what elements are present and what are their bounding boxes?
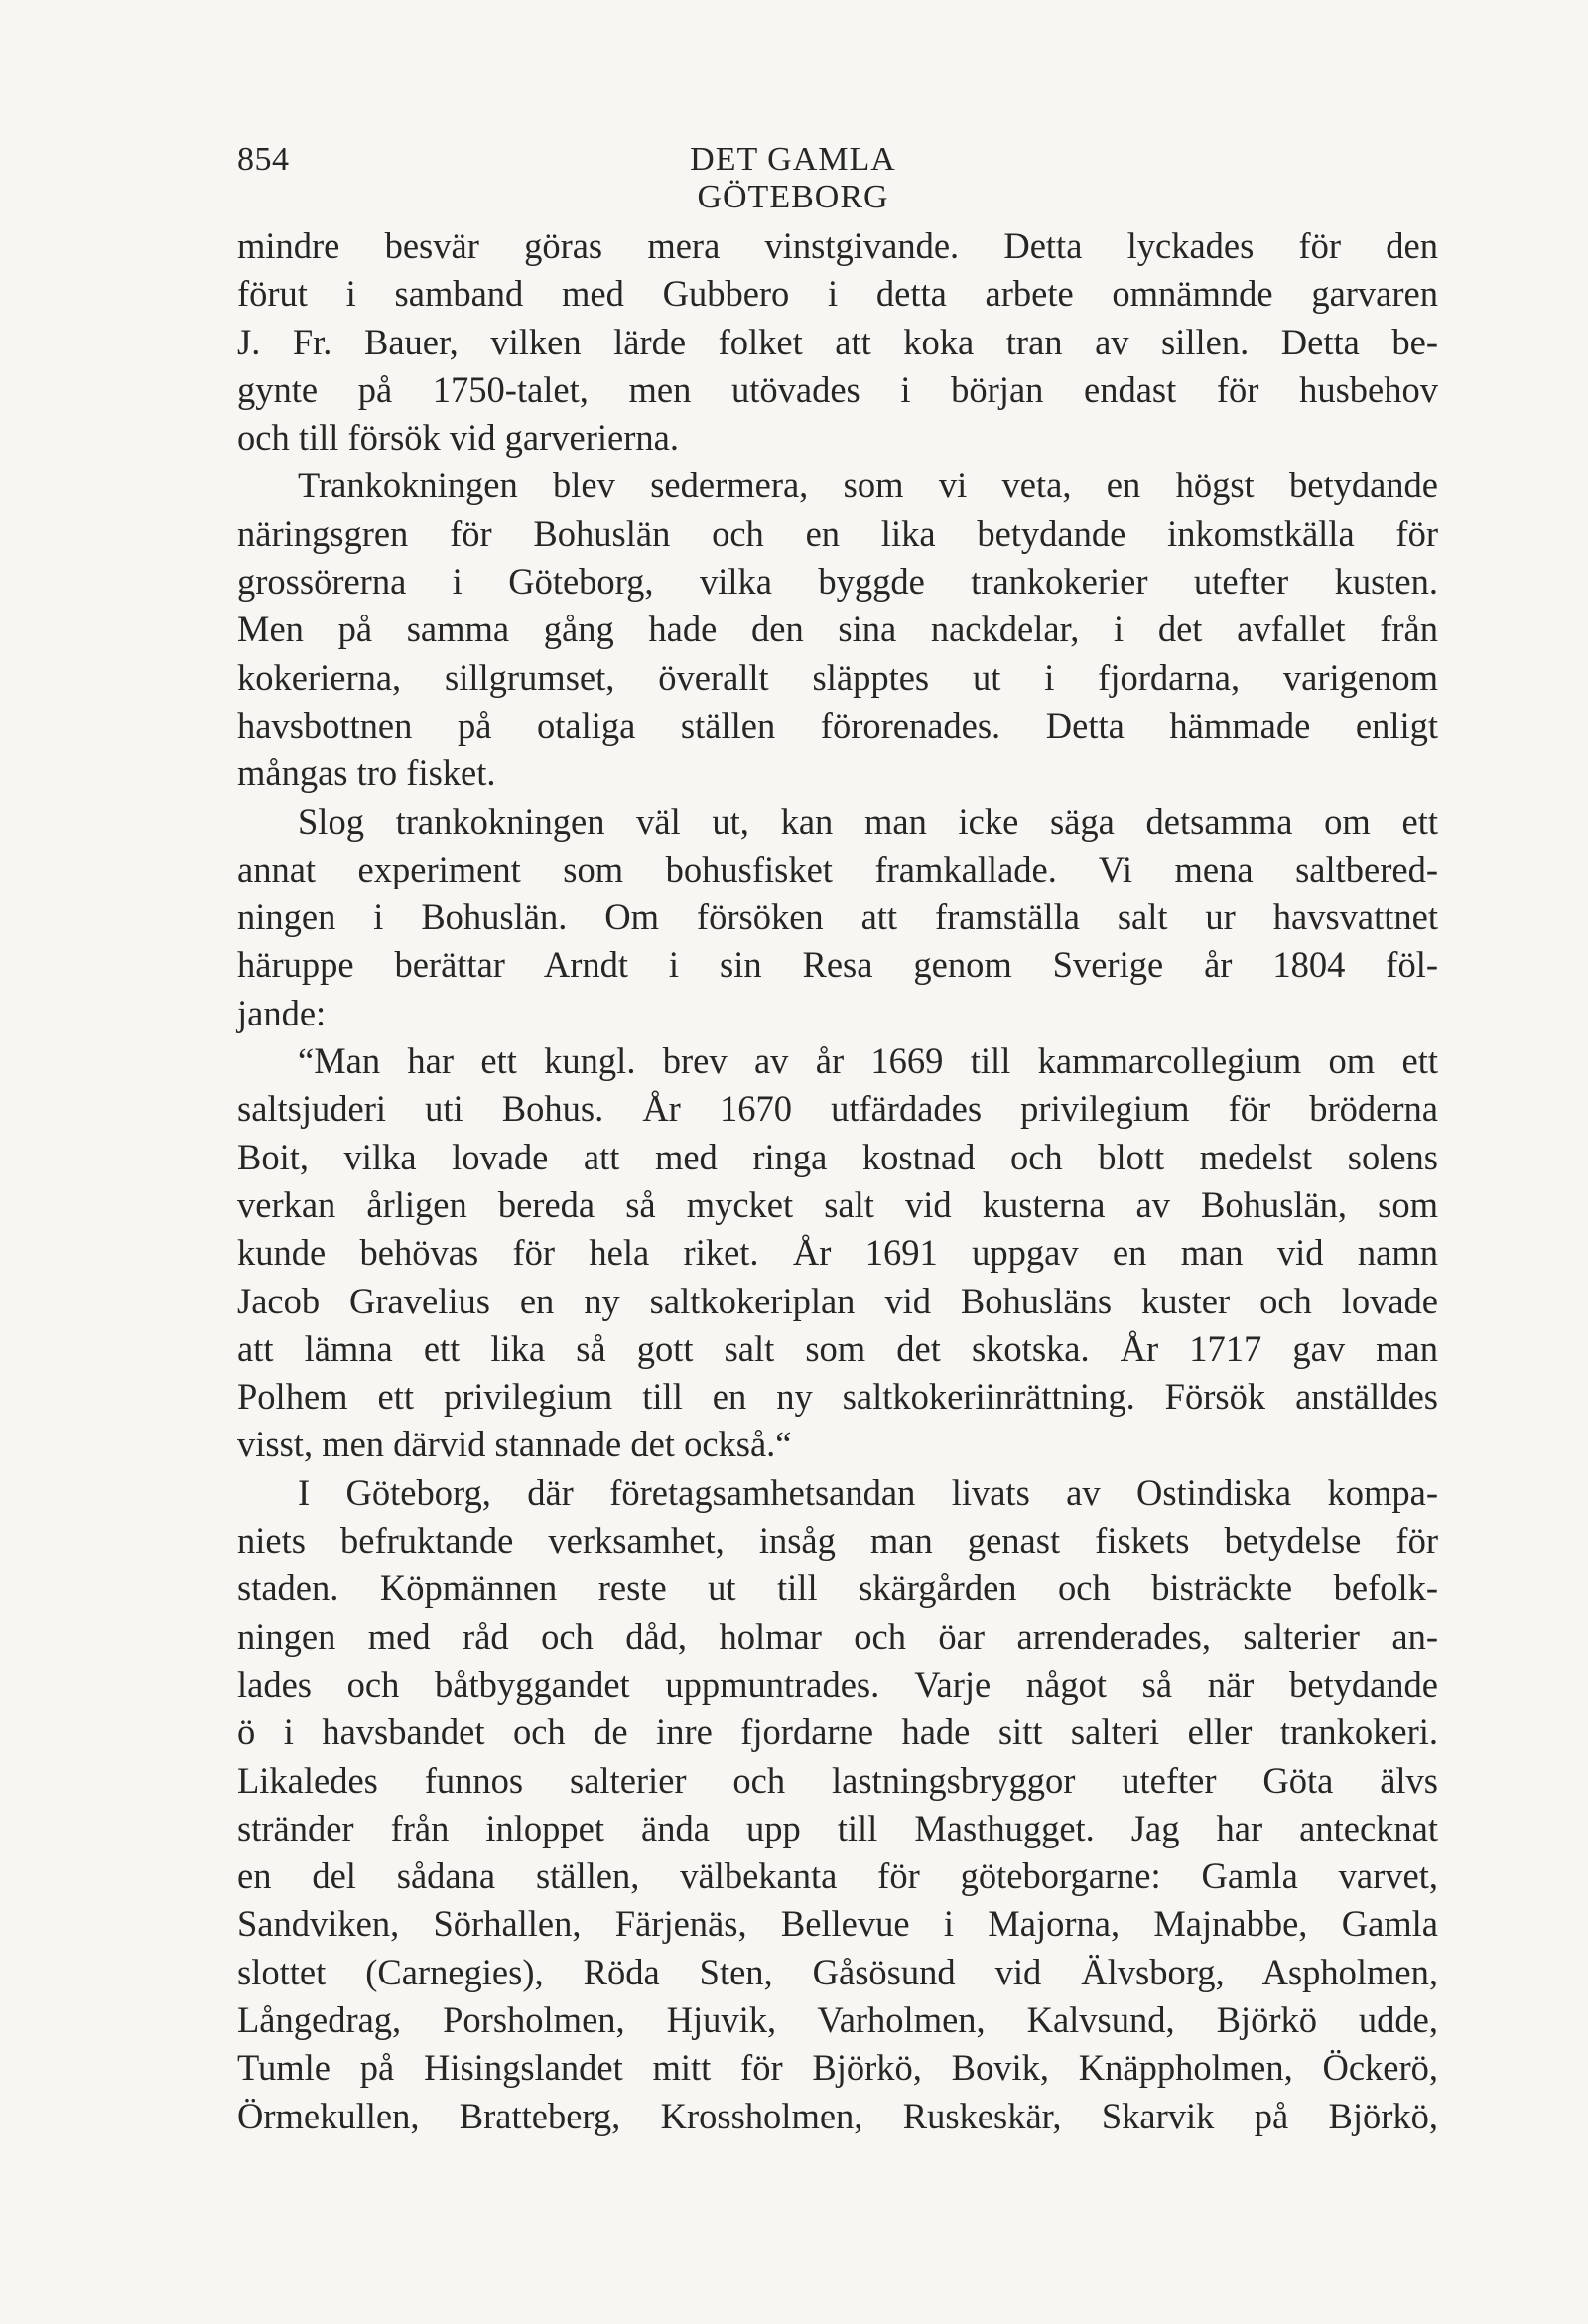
- text-line: saltsjuderi uti Bohus. År 1670 utfärdades privilegium för bröderna: [237, 1088, 1438, 1130]
- text-line: verkan årligen bereda så mycket salt vid kusterna av Bohuslän, som: [237, 1183, 1438, 1225]
- text-line: Sandviken, Sörhallen, Färjenäs, Bellevue i Majorna, Majnabbe, Gamla: [237, 1903, 1438, 1945]
- text-line: mångas tro fisket.: [237, 752, 496, 794]
- body-text: [237, 222, 1438, 2140]
- text-line: gynte på 1750-talet, men utövades i början endast för husbehov: [237, 368, 1438, 410]
- text-line: Slog trankokningen väl ut, kan man icke säga detsamma om ett: [298, 800, 1438, 842]
- text-line: staden. Köpmännen reste ut till skärgården och bisträckte befolk-: [237, 1568, 1438, 1609]
- text-line: ö i havsbandet och de inre fjordarne hade sitt salteri eller trankokeri.: [237, 1711, 1438, 1753]
- text-line: havsbottnen på otaliga ställen förorenades. Detta hämmade enligt: [237, 704, 1438, 746]
- text-line: “Man har ett kungl. brev av år 1669 till kammarcollegium om ett: [298, 1040, 1438, 1082]
- text-line: lades och båtbyggandet uppmuntrades. Varje något så när betydande: [237, 1663, 1438, 1705]
- text-line: mindre besvär göras mera vinstgivande. Detta lyckades för den: [237, 225, 1438, 266]
- text-line: att lämna ett lika så gott salt som det skotska. År 1717 gav man: [237, 1327, 1438, 1369]
- running-title: DET GAMLA GÖTEBORG: [690, 141, 896, 215]
- text-line: Boit, vilka lovade att med ringa kostnad och blott medelst solens: [237, 1136, 1438, 1177]
- text-line: kunde behövas för hela riket. År 1691 uppgav en man vid namn: [237, 1232, 1438, 1274]
- page-header: [237, 141, 1438, 215]
- text-line: J. Fr. Bauer, vilken lärde folket att koka tran av sillen. Detta be-: [237, 321, 1438, 362]
- text-line: ningen i Bohuslän. Om försöken att framställa salt ur havsvattnet: [237, 896, 1438, 938]
- text-line: annat experiment som bohusfisket framkallade. Vi mena saltbered-: [237, 848, 1438, 889]
- text-line: ningen med råd och dåd, holmar och öar arrenderades, salterier an-: [237, 1615, 1438, 1657]
- text-line: jande:: [237, 992, 327, 1033]
- text-line: visst, men därvid stannade det också.“: [237, 1424, 792, 1465]
- text-line: slottet (Carnegies), Röda Sten, Gåsösund vid Älvsborg, Aspholmen,: [237, 1951, 1438, 1992]
- text-line: förut i samband med Gubbero i detta arbete omnämnde garvaren: [237, 273, 1438, 315]
- text-line: Långedrag, Porsholmen, Hjuvik, Varholmen, Kalvsund, Björkö udde,: [237, 1998, 1438, 2040]
- text-line: Polhem ett privilegium till en ny saltkokeriinrättning. Försök anställdes: [237, 1376, 1438, 1418]
- page-number: 854: [237, 141, 290, 178]
- text-line: niets befruktande verksamhet, insåg man genast fiskets betydelse för: [237, 1520, 1438, 1562]
- text-line: Likaledes funnos salterier och lastningsbryggor utefter Göta älvs: [237, 1759, 1438, 1801]
- text-line: stränder från inloppet ända upp till Masthugget. Jag har antecknat: [237, 1807, 1438, 1848]
- text-line: näringsgren för Bohuslän och en lika betydande inkomstkälla för: [237, 512, 1438, 554]
- text-line: och till försök vid garverierna.: [237, 417, 679, 459]
- text-line: Örmekullen, Bratteberg, Krossholmen, Ruskeskär, Skarvik på Björkö,: [237, 2095, 1438, 2136]
- text-line: häruppe berättar Arndt i sin Resa genom Sverige år 1804 föl-: [237, 944, 1438, 986]
- text-line: grossörerna i Göteborg, vilka byggde trankokerier utefter kusten.: [237, 561, 1438, 603]
- text-line: en del sådana ställen, välbekanta för göteborgarne: Gamla varvet,: [237, 1855, 1438, 1897]
- text-line: Jacob Gravelius en ny saltkokeriplan vid Bohusläns kuster och lovade: [237, 1280, 1438, 1321]
- text-line: Tumle på Hisingslandet mitt för Björkö, Bovik, Knäppholmen, Öckerö,: [237, 2047, 1438, 2089]
- text-line: I Göteborg, där företagsamhetsandan livats av Ostindiska kompa-: [298, 1471, 1438, 1513]
- text-line: Men på samma gång hade den sina nackdelar, i det avfallet från: [237, 609, 1438, 650]
- text-line: Trankokningen blev sedermera, som vi veta, en högst betydande: [298, 465, 1438, 506]
- text-line: kokerierna, sillgrumset, överallt släpptes ut i fjordarna, varigenom: [237, 656, 1438, 698]
